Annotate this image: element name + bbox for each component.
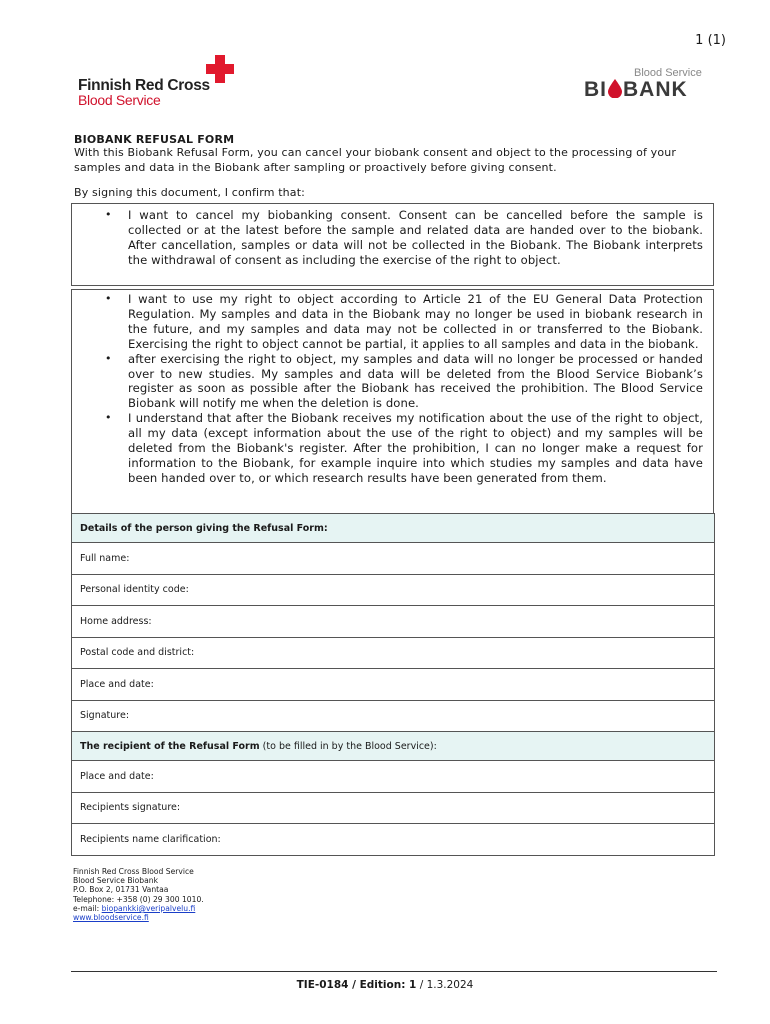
table-row — [72, 761, 715, 793]
table-row — [72, 606, 715, 638]
form-title: BIOBANK REFUSAL FORM — [74, 133, 235, 146]
table-row — [72, 669, 715, 701]
confirm-statement: By signing this document, I confirm that: — [74, 186, 306, 199]
table-row — [72, 824, 715, 856]
red-cross-icon — [206, 55, 234, 83]
details-heading-row — [72, 514, 715, 543]
place-date-field[interactable]: Place and date: — [72, 669, 715, 701]
identity-code-field[interactable]: Personal identity code: — [72, 574, 715, 606]
table-row — [72, 574, 715, 606]
full-name-field[interactable]: Full name: — [72, 543, 715, 575]
list-item: • I want to use my right to object according to Article 21 of the EU General Data Protection Regulation. My samples and data in the Biobank may no longer be used in biobank research in the future, and my samples and data may not be collected in or transferred to the Biobank. Exercising the right to object cannot be partial, it applies to all samples and data in the biobank. — [105, 292, 703, 351]
biobank-logo-service: Blood Service — [634, 67, 702, 79]
bullet-icon: • — [105, 411, 112, 425]
list-item: • after exercising the right to object, my samples and data will no longer be processed or handed over to new studies. My samples and data will be deleted from the Blood Service Biobank’s register as soon as possible after the Biobank has received the prohibition. The Blood Service Biobank will notify me when the deletion is done. — [105, 351, 703, 411]
footer-po-box: P.O. Box 2, 01731 Vantaa — [73, 885, 169, 895]
biobank-logo-left: BI — [584, 78, 607, 101]
footer-address — [73, 867, 204, 922]
document-edition: TIE-0184 / Edition: 1 / 1.3.2024 — [296, 979, 474, 991]
table-row — [72, 637, 715, 669]
recipient-heading-row — [72, 732, 715, 761]
frc-logo-line1: Finnish Red Cross — [78, 77, 210, 94]
footer-telephone: Telephone: +358 (0) 29 300 1010. — [73, 894, 204, 904]
table-row — [72, 543, 715, 575]
page-number: 1 (1) — [695, 33, 726, 48]
list-item: • I want to cancel my biobanking consent. Consent can be cancelled before the sample is collected or at the latest before the sample and related data are handed over to the biobank. After cancellation, samples or data will not be collected in the Biobank. The Biobank interprets the withdrawal of consent as including the exercise of the right to object. — [105, 208, 703, 267]
list-item: • I understand that after the Biobank receives my notification about the use of the right to object, all my data (except information about the use of the right to object) and my samples will be deleted from the Biobank's register. After the prohibition, I can no longer make a request for information to the Biobank, for example inquire into which studies my samples and data have been handed over to, or which research results have been generated from them. — [105, 411, 703, 485]
details-table — [71, 513, 715, 856]
details-heading: Details of the person giving the Refusal Form: — [72, 514, 715, 543]
blood-drop-icon — [608, 79, 622, 98]
table-row — [72, 700, 715, 732]
biobank-logo-right: BANK — [623, 78, 688, 101]
right-to-object-box — [71, 289, 714, 516]
table-row — [72, 792, 715, 824]
bullet-icon: • — [105, 208, 112, 221]
recipient-place-date-field[interactable]: Place and date: — [72, 761, 715, 793]
footer-email-line: e-mail: biopankki@veripalvelu.fi — [73, 903, 196, 913]
frc-logo-line2: Blood Service — [78, 92, 161, 108]
bullet-icon: • — [105, 351, 112, 365]
footer-unit: Blood Service Biobank — [73, 876, 158, 886]
footer-org: Finnish Red Cross Blood Service — [73, 867, 194, 876]
form-intro: With this Biobank Refusal Form, you can cancel your biobank consent and object to the processing of your samples and data in the Biobank after sampling or proactively before giving consent. — [74, 146, 676, 174]
signature-field[interactable]: Signature: — [72, 700, 715, 732]
home-address-field[interactable]: Home address: — [72, 606, 715, 638]
recipient-signature-field[interactable]: Recipients signature: — [72, 792, 715, 824]
biobank-logo — [584, 78, 688, 102]
footer-divider — [71, 971, 717, 972]
recipient-name-field[interactable]: Recipients name clarification: — [72, 824, 715, 856]
email-link[interactable]: biopankki@veripalvelu.fi — [101, 903, 196, 913]
postal-code-field[interactable]: Postal code and district: — [72, 637, 715, 669]
cancel-consent-box — [71, 203, 714, 286]
bullet-icon: • — [105, 292, 112, 305]
website-link[interactable]: www.bloodservice.fi — [73, 913, 149, 923]
recipient-heading: The recipient of the Refusal Form (to be filled in by the Blood Service): — [72, 732, 715, 761]
